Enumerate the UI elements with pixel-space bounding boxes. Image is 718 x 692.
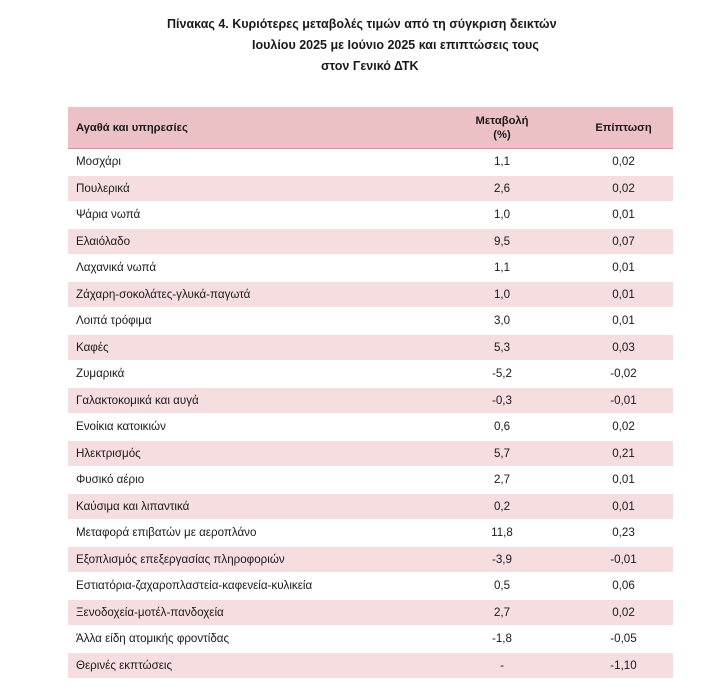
header-goods-services: Αγαθά και υπηρεσίες <box>76 121 188 134</box>
title-line-1: Πίνακας 4. Κυριότερες μεταβολές τιμών από τη σύγκριση δεικτών <box>167 17 557 31</box>
row-name: Εξοπλισμός επεξεργασίας πληροφοριών <box>76 552 285 566</box>
row-impact: 0,02 <box>612 420 635 434</box>
row-name: Ζυμαρικά <box>76 367 125 381</box>
row-impact: -0,02 <box>610 367 637 381</box>
table-row <box>68 600 673 627</box>
row-impact: -0,05 <box>610 632 637 646</box>
table-row <box>68 229 673 256</box>
row-change: 2,7 <box>493 473 511 487</box>
row-impact: 0,21 <box>612 446 635 460</box>
row-change: 11,8 <box>491 526 513 540</box>
row-change: - <box>500 658 504 672</box>
table-row <box>68 202 673 229</box>
row-impact: 0,01 <box>612 314 635 328</box>
row-impact: -0,01 <box>610 393 637 407</box>
row-impact: 0,07 <box>612 234 635 248</box>
row-name: Ελαιόλαδο <box>76 234 131 248</box>
table-row <box>68 149 673 176</box>
row-change: 3,0 <box>493 314 511 328</box>
row-change: 1,1 <box>493 261 511 275</box>
row-change: -1,8 <box>492 632 512 646</box>
table-row <box>68 494 673 521</box>
row-name: Λαχανικά νωπά <box>76 261 157 275</box>
row-change: -3,9 <box>492 552 512 566</box>
row-name: Φυσικό αέριο <box>76 473 145 487</box>
table-row <box>68 573 673 600</box>
row-change: 1,0 <box>493 208 511 222</box>
row-change: 0,2 <box>493 499 511 513</box>
row-name: Καφές <box>76 340 109 354</box>
table-body <box>68 149 673 679</box>
row-impact: -1,10 <box>610 658 637 672</box>
row-name: Θερινές εκπτώσεις <box>76 658 173 672</box>
row-name: Ενοίκια κατοικιών <box>76 420 166 434</box>
row-impact: 0,02 <box>612 155 635 169</box>
row-change: -5,2 <box>492 367 512 381</box>
row-name: Μοσχάρι <box>76 155 121 169</box>
header-change-unit: (%) <box>493 128 511 141</box>
row-change: -0,3 <box>492 393 512 407</box>
row-name: Λοιπά τρόφιμα <box>76 314 152 328</box>
header-change <box>448 114 556 142</box>
row-impact: 0,03 <box>612 340 635 354</box>
row-name: Καύσιμα και λιπαντικά <box>76 499 190 513</box>
table-row <box>68 282 673 309</box>
row-change: 2,6 <box>493 181 511 195</box>
row-impact: 0,02 <box>612 605 635 619</box>
row-name: Ξενοδοχεία-μοτέλ-πανδοχεία <box>76 605 224 619</box>
table-row <box>68 653 673 680</box>
header-change-label: Μεταβολή <box>475 114 529 127</box>
row-impact: 0,02 <box>612 181 635 195</box>
row-name: Μεταφορά επιβατών με αεροπλάνο <box>76 526 257 540</box>
table-row <box>68 255 673 282</box>
table-row <box>68 335 673 362</box>
title-line-3: στον Γενικό ΔΤΚ <box>321 59 419 73</box>
row-impact: 0,01 <box>612 287 635 301</box>
table-row <box>68 361 673 388</box>
row-change: 9,5 <box>493 234 511 248</box>
price-changes-table <box>68 107 673 679</box>
row-name: Ζάχαρη-σοκολάτες-γλυκά-παγωτά <box>76 287 251 301</box>
table-row <box>68 388 673 415</box>
row-impact: 0,01 <box>612 261 635 275</box>
row-name: Γαλακτοκομικά και αυγά <box>76 393 199 407</box>
table-row <box>68 626 673 653</box>
row-name: Εστιατόρια-ζαχαροπλαστεία-καφενεία-κυλικεία <box>76 579 313 593</box>
row-impact: -0,01 <box>610 552 637 566</box>
title-line-2: Ιουλίου 2025 με Ιούνιο 2025 και επιπτώσεις τους <box>252 38 539 52</box>
table-row <box>68 547 673 574</box>
table-row <box>68 308 673 335</box>
row-change: 1,1 <box>493 155 511 169</box>
table-row <box>68 441 673 468</box>
row-name: Πουλερικά <box>76 181 130 195</box>
row-name: Ηλεκτρισμός <box>76 446 141 460</box>
row-impact: 0,01 <box>612 473 635 487</box>
table-row <box>68 176 673 203</box>
row-impact: 0,06 <box>612 579 635 593</box>
header-impact: Επίπτωση <box>595 121 652 134</box>
row-change: 0,6 <box>493 420 511 434</box>
row-name: Άλλα είδη ατομικής φροντίδας <box>76 632 230 646</box>
row-impact: 0,23 <box>612 526 635 540</box>
table-row <box>68 520 673 547</box>
table-header-row <box>68 107 673 149</box>
row-change: 5,3 <box>493 340 511 354</box>
row-impact: 0,01 <box>612 499 635 513</box>
row-change: 2,7 <box>493 605 511 619</box>
row-impact: 0,01 <box>612 208 635 222</box>
row-change: 1,0 <box>493 287 511 301</box>
row-name: Ψάρια νωπά <box>76 208 141 222</box>
row-change: 0,5 <box>493 579 511 593</box>
table-row <box>68 414 673 441</box>
table-row <box>68 467 673 494</box>
row-change: 5,7 <box>493 446 511 460</box>
